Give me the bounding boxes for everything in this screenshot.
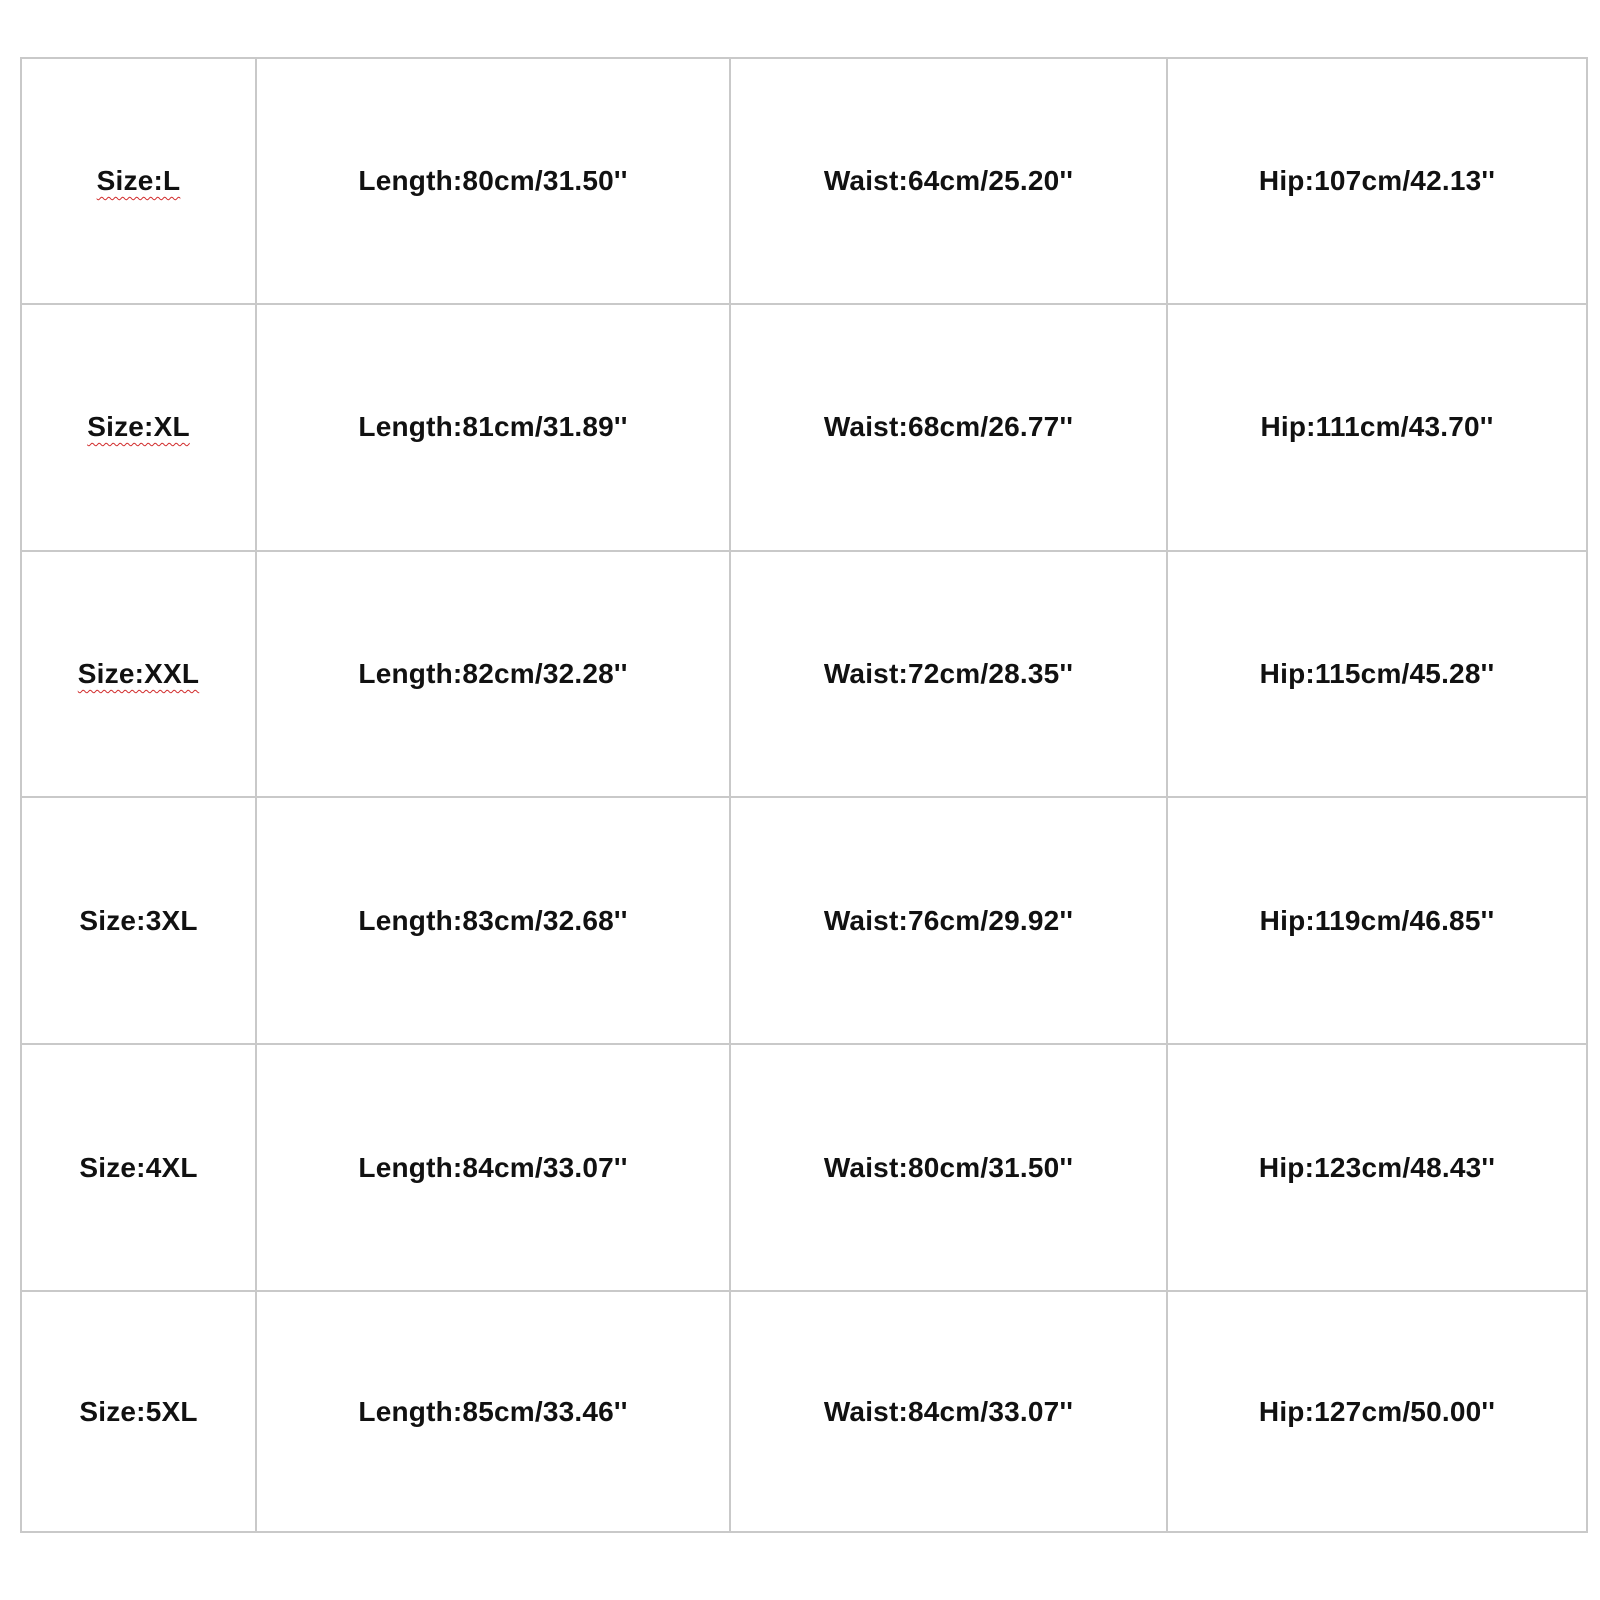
waist-cell: Waist:72cm/28.35''	[730, 551, 1167, 798]
size-label: Size:XXL	[77, 658, 200, 690]
size-chart-table	[20, 57, 1588, 1533]
size-label: Size:XL	[87, 411, 190, 443]
hip-cell: Hip:115cm/45.28''	[1167, 551, 1587, 798]
table-row	[21, 58, 1587, 304]
size-cell	[21, 58, 256, 304]
size-label: Size:4XL	[79, 1151, 198, 1183]
size-cell	[21, 1044, 256, 1291]
size-cell	[21, 797, 256, 1044]
length-cell: Length:82cm/32.28''	[256, 551, 730, 798]
size-label: Size:L	[96, 164, 181, 196]
size-cell	[21, 551, 256, 798]
waist-cell: Waist:68cm/26.77''	[730, 304, 1167, 551]
waist-cell: Waist:76cm/29.92''	[730, 797, 1167, 1044]
size-cell	[21, 304, 256, 551]
table-row	[21, 1291, 1587, 1532]
size-cell	[21, 1291, 256, 1532]
length-cell: Length:85cm/33.46''	[256, 1291, 730, 1532]
table-row	[21, 1044, 1587, 1291]
hip-cell: Hip:123cm/48.43''	[1167, 1044, 1587, 1291]
hip-cell: Hip:127cm/50.00''	[1167, 1291, 1587, 1532]
size-label: Size:3XL	[79, 904, 198, 936]
table-row	[21, 304, 1587, 551]
length-cell: Length:80cm/31.50''	[256, 58, 730, 304]
table-row	[21, 797, 1587, 1044]
length-cell: Length:84cm/33.07''	[256, 1044, 730, 1291]
waist-cell: Waist:80cm/31.50''	[730, 1044, 1167, 1291]
hip-cell: Hip:111cm/43.70''	[1167, 304, 1587, 551]
length-cell: Length:83cm/32.68''	[256, 797, 730, 1044]
table-row	[21, 551, 1587, 798]
size-label: Size:5XL	[79, 1395, 198, 1427]
waist-cell: Waist:84cm/33.07''	[730, 1291, 1167, 1532]
hip-cell: Hip:119cm/46.85''	[1167, 797, 1587, 1044]
hip-cell: Hip:107cm/42.13''	[1167, 58, 1587, 304]
waist-cell: Waist:64cm/25.20''	[730, 58, 1167, 304]
length-cell: Length:81cm/31.89''	[256, 304, 730, 551]
